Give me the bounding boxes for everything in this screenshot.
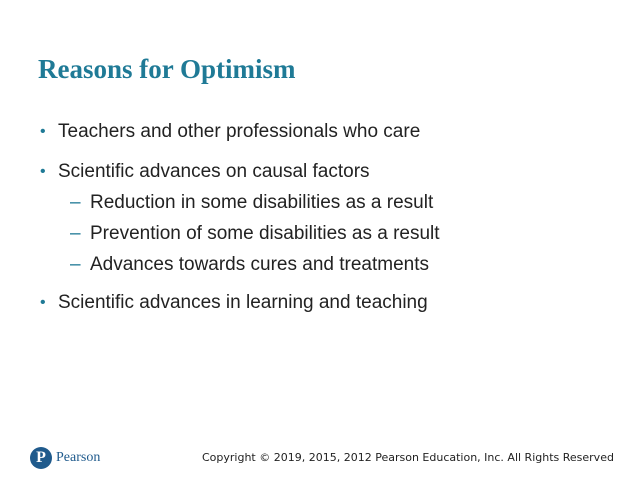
dash-icon: – xyxy=(70,254,81,275)
pearson-logo xyxy=(30,447,110,471)
logo-letter: P xyxy=(36,449,46,466)
bullet-dot-icon: • xyxy=(40,294,46,311)
copyright-notice: Copyright © 2019, 2015, 2012 Pearson Education, Inc. All Rights Reserved xyxy=(202,451,614,464)
sub-bullet-text: Advances towards cures and treatments xyxy=(90,254,430,275)
slide-title: Reasons for Optimism xyxy=(38,54,296,84)
bullet-text: Scientific advances on causal factors xyxy=(58,161,370,182)
dash-icon: – xyxy=(70,223,81,244)
bullet-dot-icon: • xyxy=(40,163,46,180)
sub-bullet-text: Reduction in some disabilities as a result xyxy=(90,192,434,213)
bullet-text: Teachers and other professionals who care xyxy=(58,121,421,142)
sub-bullet-text: Prevention of some disabilities as a result xyxy=(90,223,440,244)
bullet-dot-icon: • xyxy=(40,123,46,140)
dash-icon: – xyxy=(70,192,81,213)
logo-wordmark: Pearson xyxy=(56,450,101,465)
bullet-text: Scientific advances in learning and teaching xyxy=(58,292,428,313)
